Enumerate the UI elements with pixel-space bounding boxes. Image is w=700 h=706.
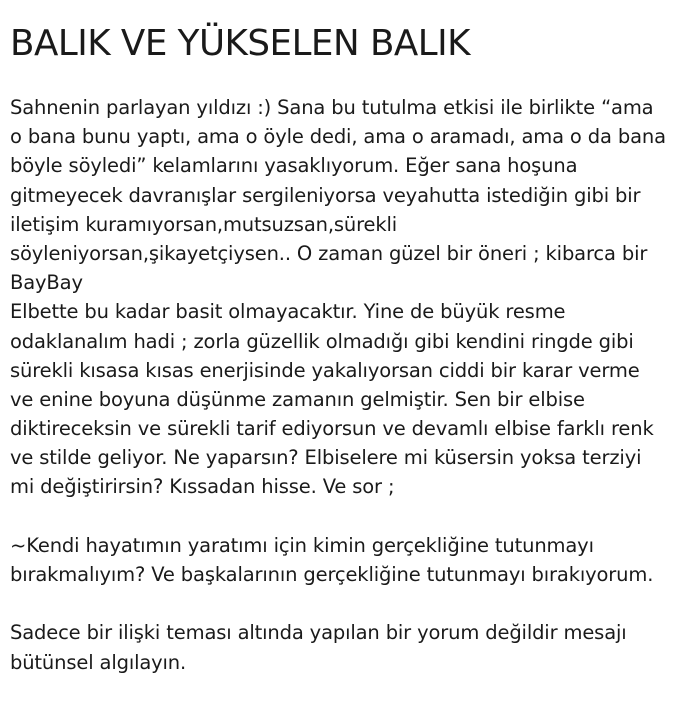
paragraph-gap <box>10 589 694 618</box>
text-line: ~Kendi hayatımın yaratımı için kimin gerçekliğine tutunmayı <box>10 533 594 557</box>
text-line: Sadece bir ilişki teması altında yapılan bir yorum değildir mesajı <box>10 621 627 645</box>
text-line: odaklanalım hadi ; zorla güzellik olmadığı gibi kendini ringde gibi <box>10 329 634 353</box>
text-line: gitmeyecek davranışlar sergileniyorsa veyahutta istediğin gibi bir <box>10 183 641 207</box>
text-line: mi değiştirirsin? Kıssadan hisse. Ve sor ; <box>10 475 395 499</box>
text-line: ve stilde geliyor. Ne yaparsın? Elbiselere mi küsersin yoksa terziyi <box>10 446 642 470</box>
article-title: BALIK VE YÜKSELEN BALIK <box>10 23 471 64</box>
article-body <box>10 93 694 677</box>
text-line: ve enine boyuna düşünme zamanın gelmiştir. Sen bir elbise <box>10 387 585 411</box>
text-line: diktireceksin ve sürekli tarif ediyorsun ve devamlı elbise farklı renk <box>10 417 654 441</box>
text-line: Elbette bu kadar basit olmayacaktır. Yine de büyük resme <box>10 300 566 324</box>
text-line: sürekli kısasa kısas enerjisinde yakalıyorsan ciddi bir karar verme <box>10 358 640 382</box>
text-line: böyle söyledi” kelamlarını yasaklıyorum. Eğer sana hoşuna <box>10 154 578 178</box>
paragraph-gap <box>10 502 694 531</box>
text-line: iletişim kuramıyorsan,mutsuzsan,sürekli <box>10 212 398 236</box>
text-line: bırakmalıyım? Ve başkalarının gerçekliğine tutunmayı bırakıyorum. <box>10 563 654 586</box>
text-line: o bana bunu yaptı, ama o öyle dedi, ama o aramadı, ama o da bana <box>10 125 666 149</box>
text-line: Sahnenin parlayan yıldızı :) Sana bu tutulma etkisi ile birlikte “ama <box>10 96 654 119</box>
text-line: bütünsel algılayın. <box>10 650 187 674</box>
text-line: söyleniyorsan,şikayetçiysen.. O zaman güzel bir öneri ; kibarca bir <box>10 241 648 265</box>
text-line: BayBay <box>10 271 83 295</box>
